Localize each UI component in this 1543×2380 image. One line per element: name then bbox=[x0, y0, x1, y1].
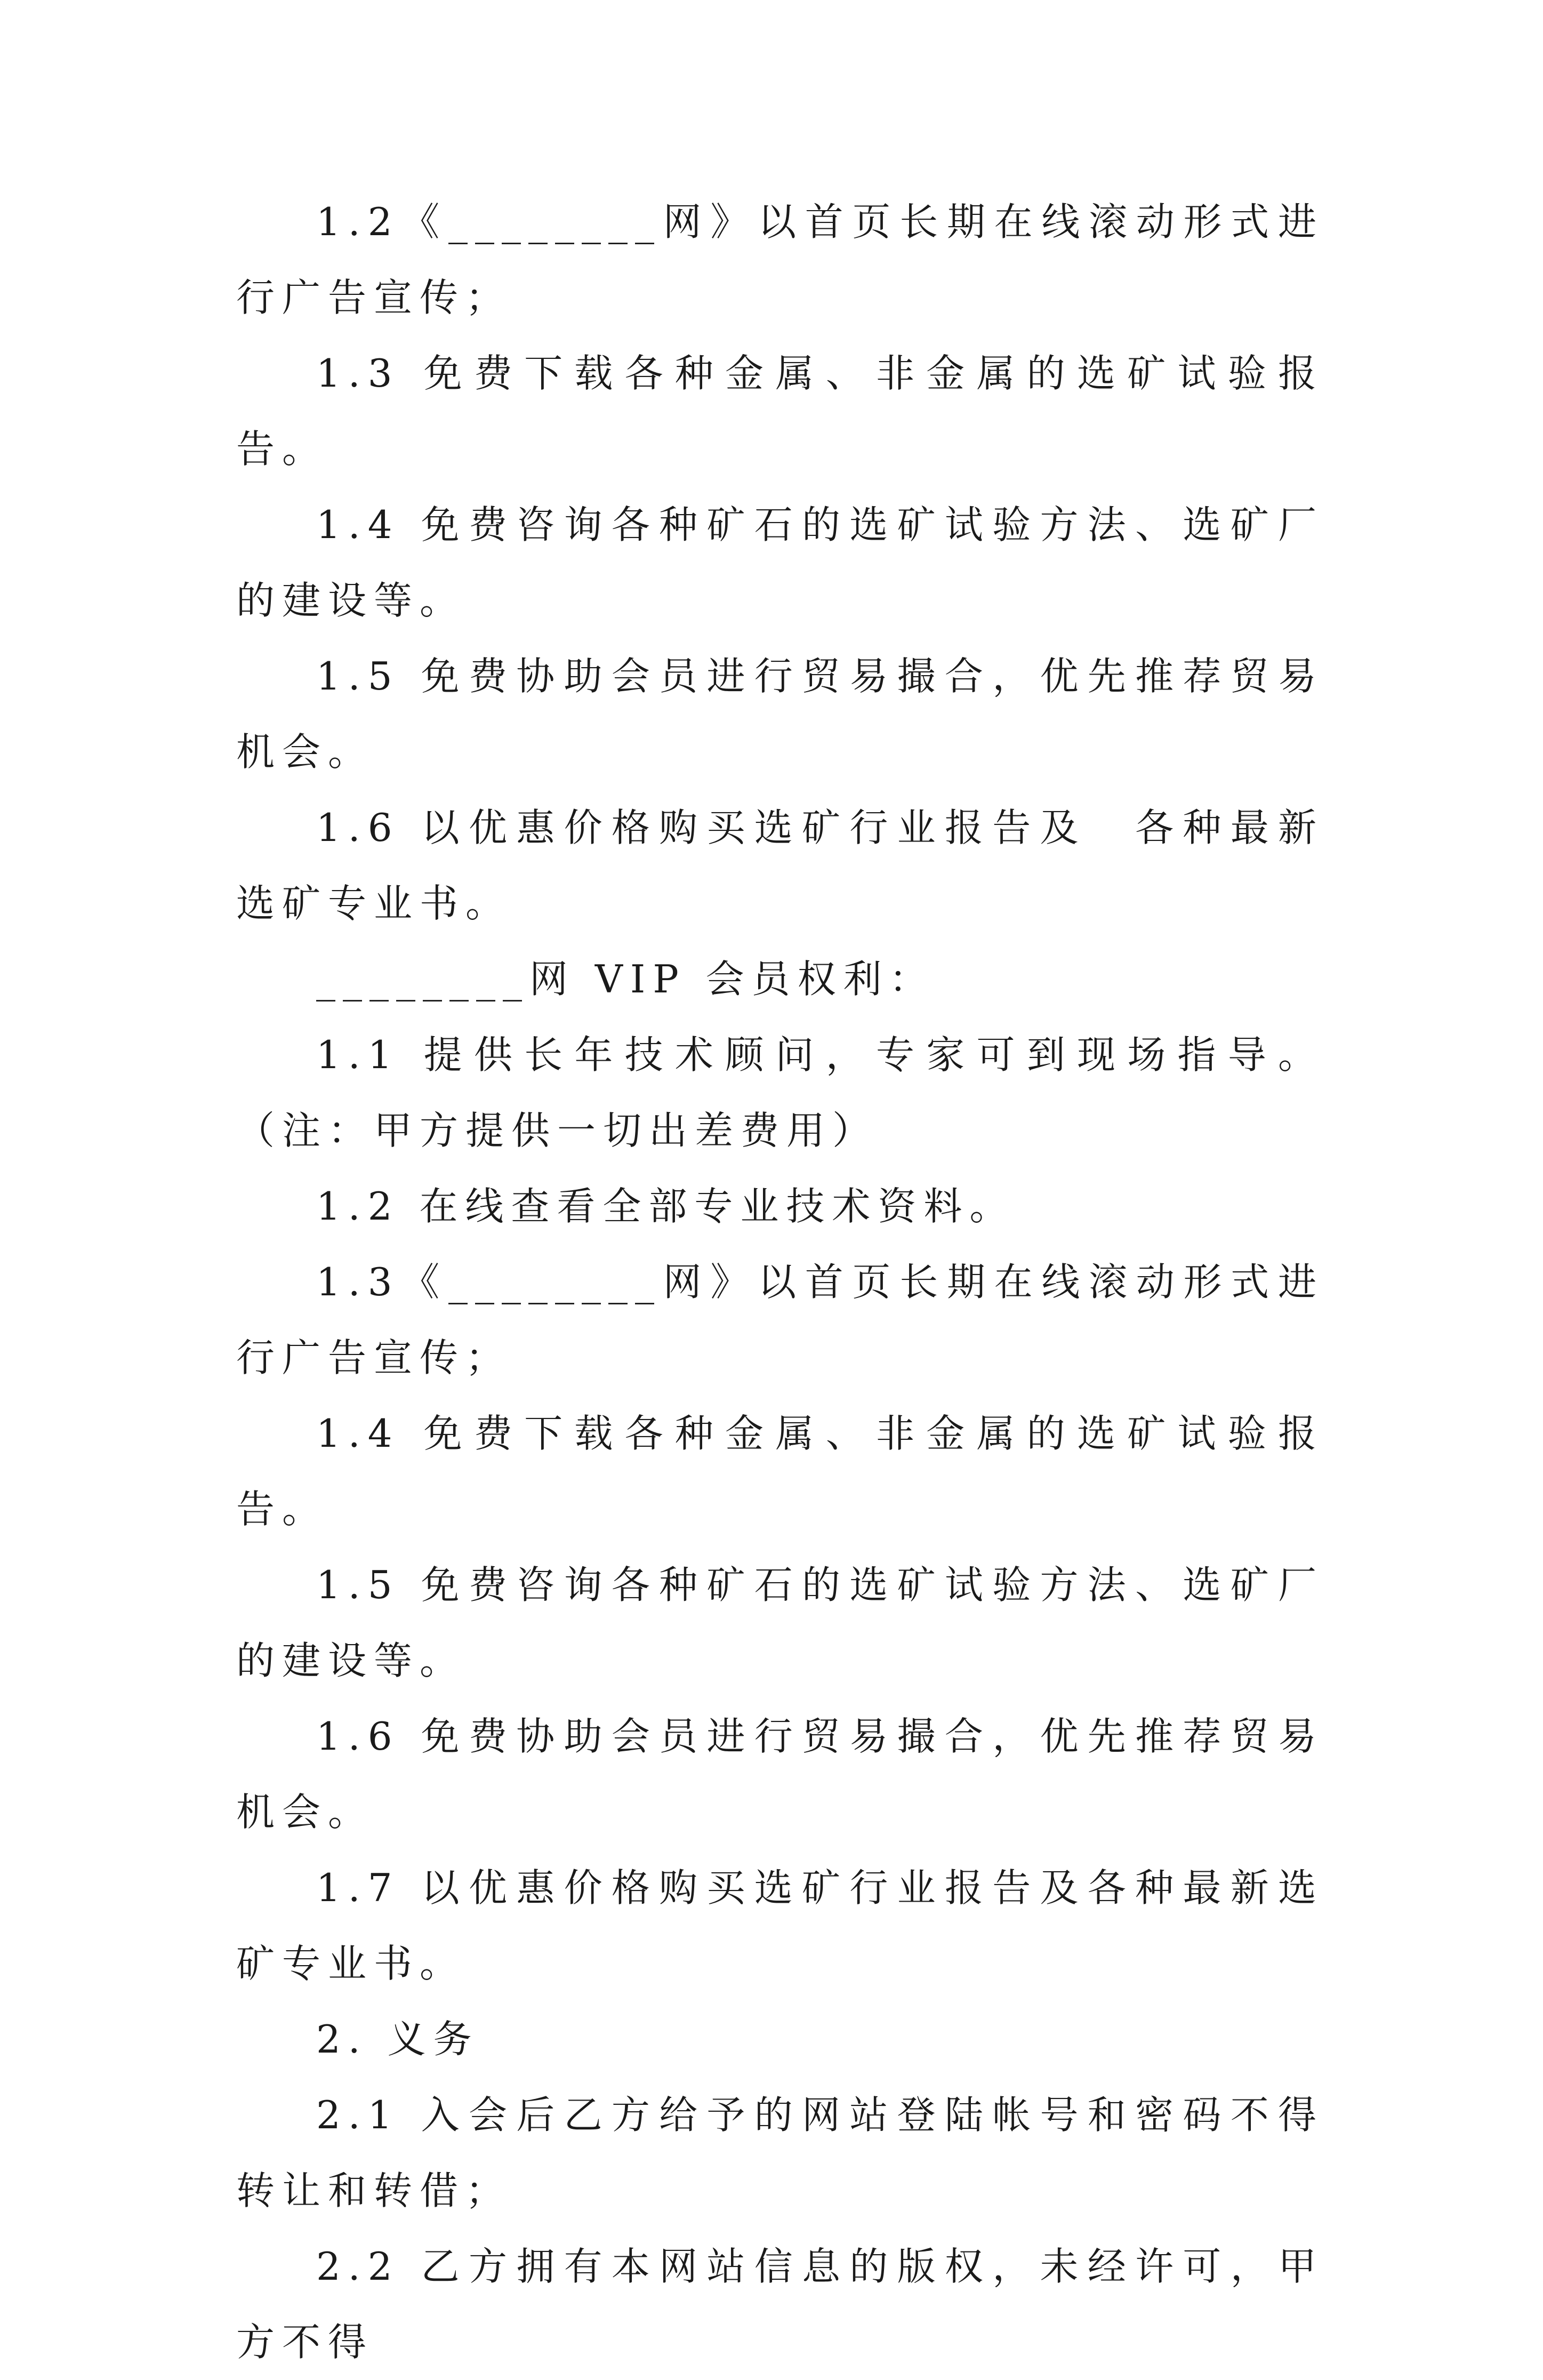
document-body bbox=[236, 184, 1324, 2380]
paragraph-1-3-download: 1.3 免费下载各种金属、非金属的选矿试验报告。 bbox=[236, 351, 1324, 471]
paragraph-1-5-trade: 1.5 免费协助会员进行贸易撮合，优先推荐贸易机会。 bbox=[236, 654, 1324, 774]
paragraph-1-4-consult: 1.4 免费咨询各种矿石的选矿试验方法、选矿厂的建设等。 bbox=[236, 502, 1324, 623]
paragraph-vip-1-2-materials: 1.2 在线查看全部专业技术资料。 bbox=[316, 1184, 1016, 1229]
vip-rights-heading: ________网 VIP 会员权利： bbox=[316, 957, 935, 1001]
obligations-heading: 2. 义务 bbox=[316, 2017, 479, 2062]
paragraph-vip-1-6-trade: 1.6 免费协助会员进行贸易撮合，优先推荐贸易机会。 bbox=[236, 1714, 1324, 1834]
paragraph-vip-1-3-ad: 1.3《________网》以首页长期在线滚动形式进行广告宣传； bbox=[236, 1260, 1324, 1380]
paragraph-vip-1-4-download: 1.4 免费下载各种金属、非金属的选矿试验报告。 bbox=[236, 1411, 1324, 1532]
paragraph-1-2-ad: 1.2《________网》以首页长期在线滚动形式进行广告宣传； bbox=[236, 199, 1324, 320]
paragraph-vip-1-1-advisor: 1.1 提供长年技术顾问，专家可到现场指导。（注：甲方提供一切出差费用） bbox=[236, 1032, 1324, 1153]
paragraph-vip-1-7-books: 1.7 以优惠价格购买选矿行业报告及各种最新选矿专业书。 bbox=[236, 1865, 1324, 1986]
paragraph-1-6-books: 1.6 以优惠价格购买选矿行业报告及 各种最新选矿专业书。 bbox=[236, 805, 1324, 926]
paragraph-vip-1-5-consult: 1.5 免费咨询各种矿石的选矿试验方法、选矿厂的建设等。 bbox=[236, 1562, 1324, 1683]
paragraph-2-1-account: 2.1 入会后乙方给予的网站登陆帐号和密码不得转让和转借； bbox=[236, 2093, 1324, 2213]
paragraph-2-2-copyright: 2.2 乙方拥有本网站信息的版权，未经许可，甲方不得 bbox=[236, 2244, 1324, 2365]
